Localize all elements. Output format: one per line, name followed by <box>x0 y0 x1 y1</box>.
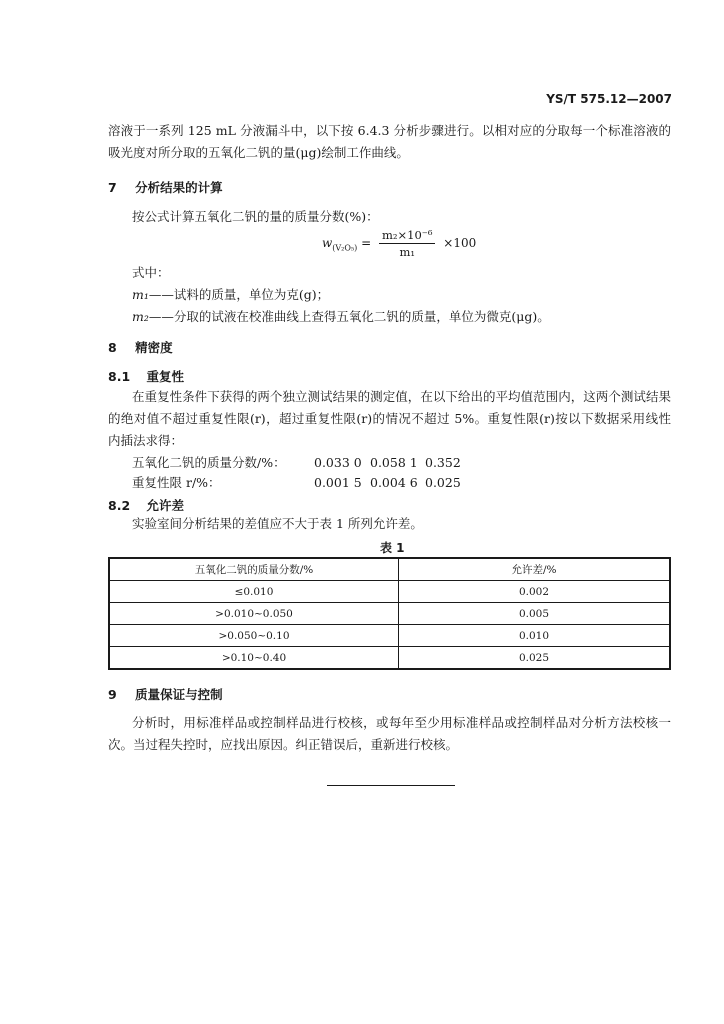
section-8-1-number: 8.1 <box>108 369 131 384</box>
table-cell: ≤0.010 <box>109 581 399 603</box>
table-row <box>109 647 670 670</box>
repeat-row-1-label: 五氧化二钒的质量分数/%： <box>132 455 286 470</box>
quality-line-2: 次。当过程失控时，应找出原因。纠正错误后，重新进行校核。 <box>108 737 459 752</box>
section-8-2-heading <box>108 496 184 514</box>
table-row <box>109 603 670 625</box>
section-8-number: 8 <box>108 340 117 355</box>
formula-lhs: w <box>322 236 333 250</box>
end-rule <box>327 785 455 786</box>
section-8-heading <box>108 338 173 356</box>
table-cell: >0.050~0.10 <box>109 625 399 647</box>
table-cell: >0.10~0.40 <box>109 647 399 670</box>
section-9-title: 质量保证与控制 <box>135 687 223 702</box>
section-7-intro: 按公式计算五氧化二钒的量的质量分数(%)： <box>132 209 379 224</box>
section-9-heading <box>108 685 223 703</box>
section-7-number: 7 <box>108 180 117 195</box>
table-cell: 0.010 <box>399 625 671 647</box>
var-m1-desc: ——试料的质量，单位为克(g)； <box>148 287 330 302</box>
repeat-row-2-v2: 0.004 6 <box>370 475 418 490</box>
section-8-2-title: 允许差 <box>146 498 185 513</box>
formula-equals: = <box>361 236 372 250</box>
section-8-title: 精密度 <box>135 340 173 355</box>
table-header-allowance: 允许差/% <box>399 558 671 581</box>
quality-line-1: 分析时，用标准样品或控制样品进行校核，或每年至少用标准样品或控制样品对分析方法校核一 <box>132 715 671 730</box>
repeat-row-1-v1: 0.033 0 <box>314 455 362 470</box>
intro-line-1: 溶液于一系列 125 mL 分液漏斗中，以下按 6.4.3 分析步骤进行。以相对应的分取每一个标准溶液的 <box>108 123 671 138</box>
formula <box>322 228 476 259</box>
standard-number: YS/T 575.12—2007 <box>546 92 672 106</box>
var-m2-symbol: m₂ <box>132 309 149 324</box>
table-cell: 0.005 <box>399 603 671 625</box>
formula-fraction <box>379 228 435 259</box>
table-caption: 表 1 <box>380 541 405 555</box>
section-7-heading <box>108 178 223 196</box>
formula-numerator: m₂×10⁻⁶ <box>379 228 435 244</box>
repeat-row-2-v1: 0.001 5 <box>314 475 362 490</box>
table-header-row <box>109 558 670 581</box>
repeat-line-2: 的绝对值不超过重复性限(r)，超过重复性限(r)的情况不超过 5%。重复性限(r)按以下数据采用线性 <box>108 411 671 426</box>
table-cell: >0.010~0.050 <box>109 603 399 625</box>
repeat-row-1-v3: 0.352 <box>425 455 461 470</box>
repeat-line-3: 内插法求得： <box>108 433 184 448</box>
table-cell: 0.002 <box>399 581 671 603</box>
table-row <box>109 581 670 603</box>
section-7-title: 分析结果的计算 <box>135 180 223 195</box>
repeat-line-1: 在重复性条件下获得的两个独立测试结果的测定值，在以下给出的平均值范围内，这两个测试结果 <box>132 389 671 404</box>
table-cell: 0.025 <box>399 647 671 670</box>
table-header-mass-fraction: 五氧化二钒的质量分数/% <box>109 558 399 581</box>
intro-line-2: 吸光度对所分取的五氧化二钒的量(μg)绘制工作曲线。 <box>108 145 409 160</box>
var-m1 <box>132 284 329 306</box>
section-8-1-heading <box>108 367 184 385</box>
section-8-2-number: 8.2 <box>108 498 131 513</box>
section-9-number: 9 <box>108 687 117 702</box>
repeat-row-2-v3: 0.025 <box>425 475 461 490</box>
table-1 <box>108 557 671 670</box>
table-row <box>109 625 670 647</box>
where-label: 式中： <box>132 265 170 280</box>
formula-denominator: m₁ <box>399 245 415 259</box>
repeat-row-1-v2: 0.058 1 <box>370 455 418 470</box>
repeat-row-2-label: 重复性限 r/%： <box>132 475 221 490</box>
formula-times: ×100 <box>443 236 477 250</box>
var-m1-symbol: m₁ <box>132 287 149 302</box>
section-8-1-title: 重复性 <box>146 369 185 384</box>
var-m2-desc: ——分取的试液在校准曲线上查得五氧化二钒的质量，单位为微克(μg)。 <box>148 309 550 324</box>
formula-lhs-sub: (V₂O₅) <box>332 243 358 253</box>
var-m2 <box>132 306 550 328</box>
allowance-text: 实验室间分析结果的差值应不大于表 1 所列允许差。 <box>132 516 423 531</box>
